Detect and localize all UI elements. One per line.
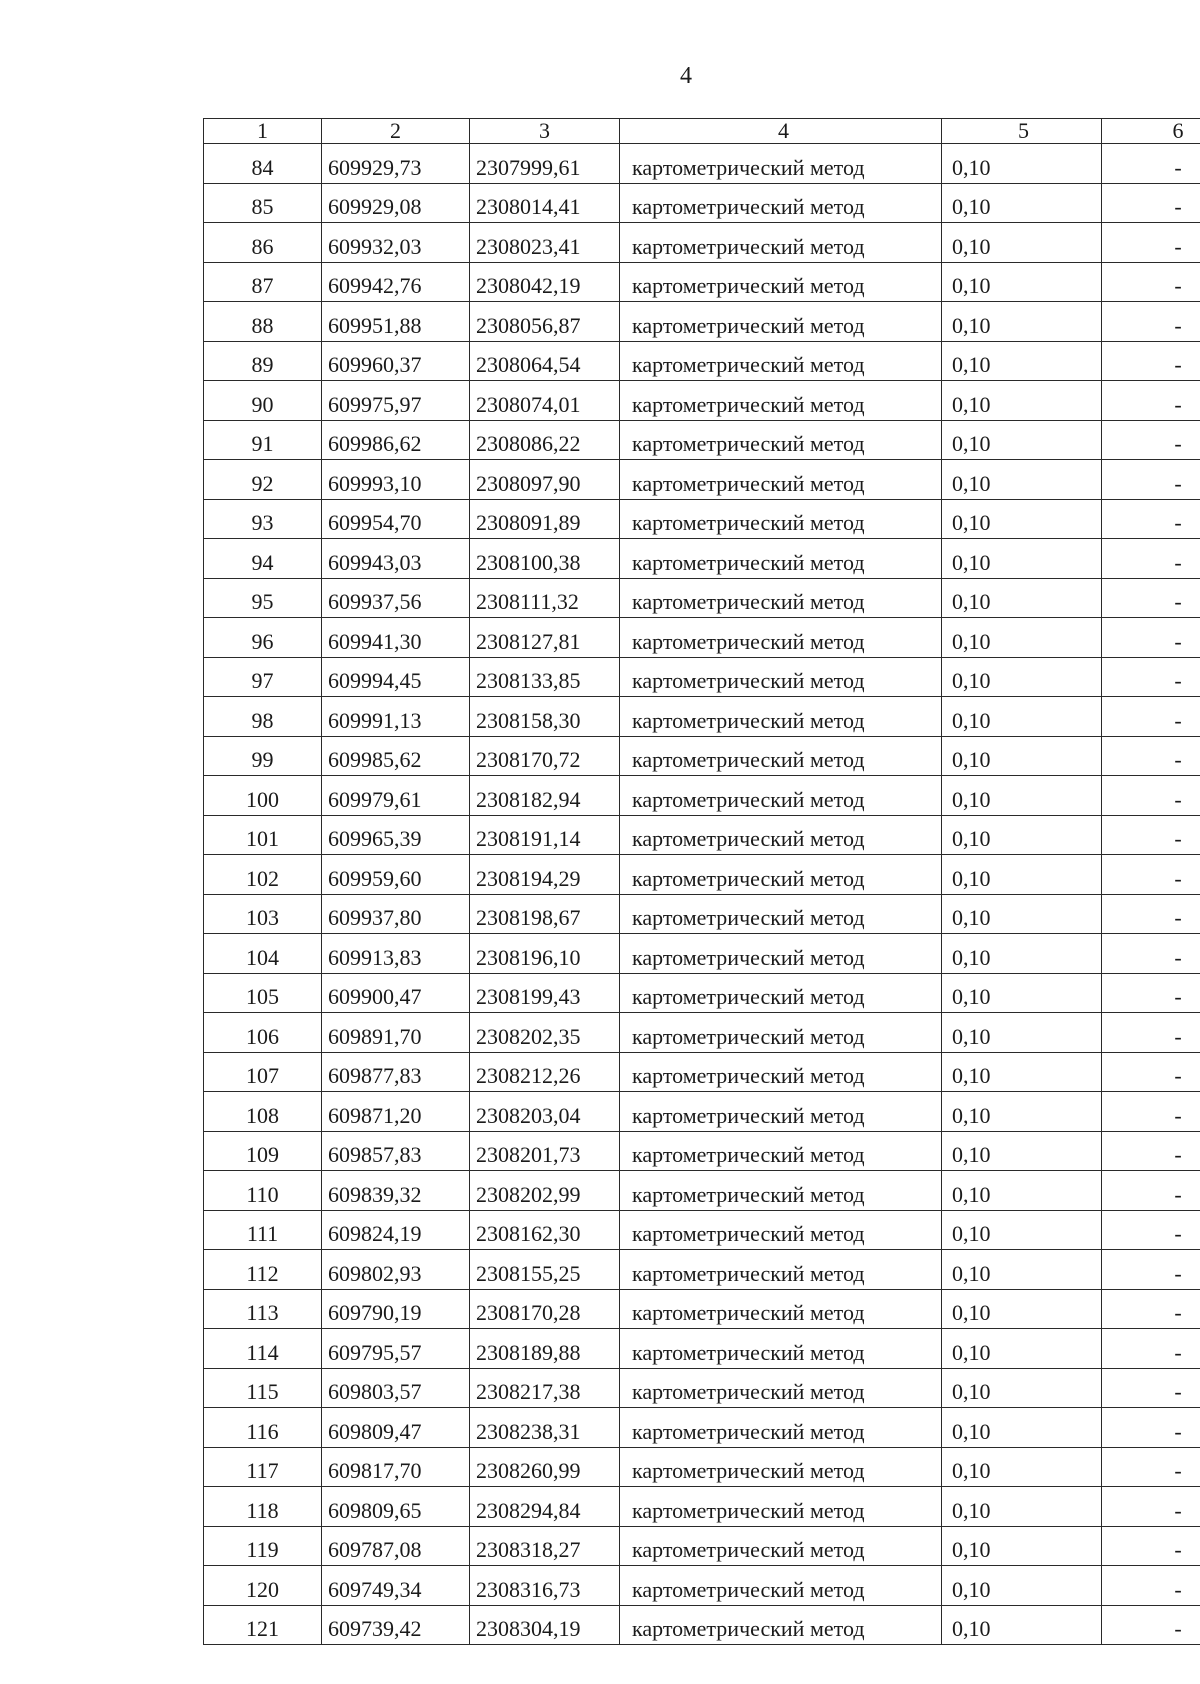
- note-cell: -: [1102, 1052, 1200, 1092]
- method-cell: картометрический метод: [620, 1171, 942, 1211]
- x-coordinate-cell: 609993,10: [322, 460, 470, 500]
- column-header: 4: [620, 119, 942, 144]
- y-coordinate-cell: 2308133,85: [470, 657, 620, 697]
- table-row: [204, 697, 1200, 737]
- note-cell: -: [1102, 1013, 1200, 1053]
- accuracy-cell: 0,10: [942, 302, 1102, 342]
- y-coordinate-cell: 2308318,27: [470, 1526, 620, 1566]
- y-coordinate-cell: 2308212,26: [470, 1052, 620, 1092]
- x-coordinate-cell: 609943,03: [322, 539, 470, 579]
- note-cell: -: [1102, 381, 1200, 421]
- column-header: 1: [204, 119, 322, 144]
- x-coordinate-cell: 609817,70: [322, 1447, 470, 1487]
- accuracy-cell: 0,10: [942, 381, 1102, 421]
- x-coordinate-cell: 609877,83: [322, 1052, 470, 1092]
- point-number-cell: 93: [204, 499, 322, 539]
- accuracy-cell: 0,10: [942, 420, 1102, 460]
- method-cell: картометрический метод: [620, 1566, 942, 1606]
- x-coordinate-cell: 609787,08: [322, 1526, 470, 1566]
- y-coordinate-cell: 2308238,31: [470, 1408, 620, 1448]
- accuracy-cell: 0,10: [942, 815, 1102, 855]
- method-cell: картометрический метод: [620, 736, 942, 776]
- y-coordinate-cell: 2308064,54: [470, 341, 620, 381]
- x-coordinate-cell: 609942,76: [322, 262, 470, 302]
- x-coordinate-cell: 609932,03: [322, 223, 470, 263]
- accuracy-cell: 0,10: [942, 1052, 1102, 1092]
- point-number-cell: 105: [204, 973, 322, 1013]
- table-row: [204, 1368, 1200, 1408]
- accuracy-cell: 0,10: [942, 1329, 1102, 1369]
- table-row: [204, 499, 1200, 539]
- note-cell: -: [1102, 657, 1200, 697]
- note-cell: -: [1102, 934, 1200, 974]
- y-coordinate-cell: 2308014,41: [470, 183, 620, 223]
- y-coordinate-cell: 2308202,99: [470, 1171, 620, 1211]
- point-number-cell: 97: [204, 657, 322, 697]
- accuracy-cell: 0,10: [942, 855, 1102, 895]
- table-row: [204, 262, 1200, 302]
- note-cell: -: [1102, 1171, 1200, 1211]
- note-cell: -: [1102, 1566, 1200, 1606]
- note-cell: -: [1102, 183, 1200, 223]
- column-header: 3: [470, 119, 620, 144]
- accuracy-cell: 0,10: [942, 1487, 1102, 1527]
- point-number-cell: 107: [204, 1052, 322, 1092]
- note-cell: -: [1102, 1250, 1200, 1290]
- point-number-cell: 89: [204, 341, 322, 381]
- y-coordinate-cell: 2308191,14: [470, 815, 620, 855]
- y-coordinate-cell: 2308217,38: [470, 1368, 620, 1408]
- table-row: [204, 1092, 1200, 1132]
- point-number-cell: 119: [204, 1526, 322, 1566]
- x-coordinate-cell: 609809,65: [322, 1487, 470, 1527]
- y-coordinate-cell: 2308170,72: [470, 736, 620, 776]
- point-number-cell: 102: [204, 855, 322, 895]
- method-cell: картометрический метод: [620, 1329, 942, 1369]
- method-cell: картометрический метод: [620, 934, 942, 974]
- x-coordinate-cell: 609900,47: [322, 973, 470, 1013]
- accuracy-cell: 0,10: [942, 499, 1102, 539]
- table-row: [204, 1487, 1200, 1527]
- method-cell: картометрический метод: [620, 894, 942, 934]
- method-cell: картометрический метод: [620, 1289, 942, 1329]
- method-cell: картометрический метод: [620, 618, 942, 658]
- table-row: [204, 776, 1200, 816]
- accuracy-cell: 0,10: [942, 144, 1102, 184]
- table-row: [204, 341, 1200, 381]
- x-coordinate-cell: 609749,34: [322, 1566, 470, 1606]
- y-coordinate-cell: 2308198,67: [470, 894, 620, 934]
- method-cell: картометрический метод: [620, 1013, 942, 1053]
- y-coordinate-cell: 2308023,41: [470, 223, 620, 263]
- note-cell: -: [1102, 736, 1200, 776]
- y-coordinate-cell: 2308042,19: [470, 262, 620, 302]
- x-coordinate-cell: 609965,39: [322, 815, 470, 855]
- note-cell: -: [1102, 1526, 1200, 1566]
- point-number-cell: 108: [204, 1092, 322, 1132]
- x-coordinate-cell: 609802,93: [322, 1250, 470, 1290]
- note-cell: -: [1102, 973, 1200, 1013]
- point-number-cell: 113: [204, 1289, 322, 1329]
- table-row: [204, 539, 1200, 579]
- note-cell: -: [1102, 1408, 1200, 1448]
- x-coordinate-cell: 609994,45: [322, 657, 470, 697]
- method-cell: картометрический метод: [620, 341, 942, 381]
- point-number-cell: 116: [204, 1408, 322, 1448]
- note-cell: -: [1102, 697, 1200, 737]
- accuracy-cell: 0,10: [942, 1566, 1102, 1606]
- coordinates-table: [203, 118, 1200, 1645]
- y-coordinate-cell: 2308100,38: [470, 539, 620, 579]
- accuracy-cell: 0,10: [942, 934, 1102, 974]
- accuracy-cell: 0,10: [942, 1092, 1102, 1132]
- y-coordinate-cell: 2308316,73: [470, 1566, 620, 1606]
- point-number-cell: 109: [204, 1131, 322, 1171]
- point-number-cell: 95: [204, 578, 322, 618]
- note-cell: -: [1102, 815, 1200, 855]
- method-cell: картометрический метод: [620, 1408, 942, 1448]
- y-coordinate-cell: 2308260,99: [470, 1447, 620, 1487]
- table-row: [204, 1250, 1200, 1290]
- y-coordinate-cell: 2308182,94: [470, 776, 620, 816]
- point-number-cell: 96: [204, 618, 322, 658]
- accuracy-cell: 0,10: [942, 578, 1102, 618]
- note-cell: -: [1102, 223, 1200, 263]
- table-row: [204, 578, 1200, 618]
- accuracy-cell: 0,10: [942, 736, 1102, 776]
- table-row: [204, 736, 1200, 776]
- table-row: [204, 144, 1200, 184]
- point-number-cell: 103: [204, 894, 322, 934]
- note-cell: -: [1102, 144, 1200, 184]
- note-cell: -: [1102, 1605, 1200, 1645]
- method-cell: картометрический метод: [620, 1092, 942, 1132]
- method-cell: картометрический метод: [620, 183, 942, 223]
- method-cell: картометрический метод: [620, 420, 942, 460]
- point-number-cell: 120: [204, 1566, 322, 1606]
- note-cell: -: [1102, 776, 1200, 816]
- accuracy-cell: 0,10: [942, 1171, 1102, 1211]
- x-coordinate-cell: 609824,19: [322, 1210, 470, 1250]
- note-cell: -: [1102, 1329, 1200, 1369]
- accuracy-cell: 0,10: [942, 460, 1102, 500]
- y-coordinate-cell: 2308155,25: [470, 1250, 620, 1290]
- x-coordinate-cell: 609954,70: [322, 499, 470, 539]
- method-cell: картометрический метод: [620, 815, 942, 855]
- table-row: [204, 657, 1200, 697]
- point-number-cell: 115: [204, 1368, 322, 1408]
- table-header-row: [204, 119, 1200, 144]
- x-coordinate-cell: 609937,80: [322, 894, 470, 934]
- note-cell: -: [1102, 1368, 1200, 1408]
- note-cell: -: [1102, 460, 1200, 500]
- note-cell: -: [1102, 1289, 1200, 1329]
- y-coordinate-cell: 2308127,81: [470, 618, 620, 658]
- method-cell: картометрический метод: [620, 223, 942, 263]
- y-coordinate-cell: 2308091,89: [470, 499, 620, 539]
- x-coordinate-cell: 609839,32: [322, 1171, 470, 1211]
- x-coordinate-cell: 609809,47: [322, 1408, 470, 1448]
- accuracy-cell: 0,10: [942, 776, 1102, 816]
- accuracy-cell: 0,10: [942, 657, 1102, 697]
- y-coordinate-cell: 2308201,73: [470, 1131, 620, 1171]
- note-cell: -: [1102, 302, 1200, 342]
- column-header: 6: [1102, 119, 1200, 144]
- point-number-cell: 118: [204, 1487, 322, 1527]
- point-number-cell: 94: [204, 539, 322, 579]
- note-cell: -: [1102, 539, 1200, 579]
- accuracy-cell: 0,10: [942, 1605, 1102, 1645]
- accuracy-cell: 0,10: [942, 618, 1102, 658]
- y-coordinate-cell: 2308294,84: [470, 1487, 620, 1527]
- table-row: [204, 1526, 1200, 1566]
- table-row: [204, 1210, 1200, 1250]
- x-coordinate-cell: 609929,08: [322, 183, 470, 223]
- point-number-cell: 91: [204, 420, 322, 460]
- table-row: [204, 1605, 1200, 1645]
- y-coordinate-cell: 2308111,32: [470, 578, 620, 618]
- method-cell: картометрический метод: [620, 144, 942, 184]
- accuracy-cell: 0,10: [942, 1289, 1102, 1329]
- y-coordinate-cell: 2308304,19: [470, 1605, 620, 1645]
- point-number-cell: 111: [204, 1210, 322, 1250]
- point-number-cell: 99: [204, 736, 322, 776]
- point-number-cell: 88: [204, 302, 322, 342]
- y-coordinate-cell: 2308170,28: [470, 1289, 620, 1329]
- method-cell: картометрический метод: [620, 1368, 942, 1408]
- note-cell: -: [1102, 894, 1200, 934]
- method-cell: картометрический метод: [620, 657, 942, 697]
- y-coordinate-cell: 2308199,43: [470, 973, 620, 1013]
- point-number-cell: 114: [204, 1329, 322, 1369]
- method-cell: картометрический метод: [620, 697, 942, 737]
- table-row: [204, 223, 1200, 263]
- point-number-cell: 117: [204, 1447, 322, 1487]
- table-row: [204, 1408, 1200, 1448]
- accuracy-cell: 0,10: [942, 1013, 1102, 1053]
- point-number-cell: 106: [204, 1013, 322, 1053]
- point-number-cell: 121: [204, 1605, 322, 1645]
- table-row: [204, 1447, 1200, 1487]
- x-coordinate-cell: 609979,61: [322, 776, 470, 816]
- method-cell: картометрический метод: [620, 262, 942, 302]
- point-number-cell: 86: [204, 223, 322, 263]
- y-coordinate-cell: 2308202,35: [470, 1013, 620, 1053]
- method-cell: картометрический метод: [620, 578, 942, 618]
- x-coordinate-cell: 609891,70: [322, 1013, 470, 1053]
- x-coordinate-cell: 609960,37: [322, 341, 470, 381]
- accuracy-cell: 0,10: [942, 262, 1102, 302]
- table-row: [204, 1566, 1200, 1606]
- x-coordinate-cell: 609803,57: [322, 1368, 470, 1408]
- point-number-cell: 112: [204, 1250, 322, 1290]
- table-row: [204, 420, 1200, 460]
- y-coordinate-cell: 2307999,61: [470, 144, 620, 184]
- table-row: [204, 302, 1200, 342]
- method-cell: картометрический метод: [620, 499, 942, 539]
- method-cell: картометрический метод: [620, 973, 942, 1013]
- point-number-cell: 110: [204, 1171, 322, 1211]
- accuracy-cell: 0,10: [942, 1408, 1102, 1448]
- note-cell: -: [1102, 1131, 1200, 1171]
- y-coordinate-cell: 2308056,87: [470, 302, 620, 342]
- y-coordinate-cell: 2308074,01: [470, 381, 620, 421]
- accuracy-cell: 0,10: [942, 223, 1102, 263]
- method-cell: картометрический метод: [620, 1210, 942, 1250]
- y-coordinate-cell: 2308158,30: [470, 697, 620, 737]
- table-row: [204, 183, 1200, 223]
- table-row: [204, 815, 1200, 855]
- y-coordinate-cell: 2308162,30: [470, 1210, 620, 1250]
- x-coordinate-cell: 609929,73: [322, 144, 470, 184]
- method-cell: картометрический метод: [620, 302, 942, 342]
- note-cell: -: [1102, 420, 1200, 460]
- y-coordinate-cell: 2308196,10: [470, 934, 620, 974]
- accuracy-cell: 0,10: [942, 183, 1102, 223]
- accuracy-cell: 0,10: [942, 1368, 1102, 1408]
- method-cell: картометрический метод: [620, 381, 942, 421]
- table-row: [204, 894, 1200, 934]
- accuracy-cell: 0,10: [942, 539, 1102, 579]
- x-coordinate-cell: 609857,83: [322, 1131, 470, 1171]
- x-coordinate-cell: 609795,57: [322, 1329, 470, 1369]
- note-cell: -: [1102, 578, 1200, 618]
- point-number-cell: 85: [204, 183, 322, 223]
- table-row: [204, 1131, 1200, 1171]
- point-number-cell: 92: [204, 460, 322, 500]
- method-cell: картометрический метод: [620, 539, 942, 579]
- note-cell: -: [1102, 855, 1200, 895]
- method-cell: картометрический метод: [620, 776, 942, 816]
- table-row: [204, 1329, 1200, 1369]
- table-row: [204, 460, 1200, 500]
- point-number-cell: 98: [204, 697, 322, 737]
- point-number-cell: 90: [204, 381, 322, 421]
- note-cell: -: [1102, 341, 1200, 381]
- table-row: [204, 381, 1200, 421]
- y-coordinate-cell: 2308097,90: [470, 460, 620, 500]
- x-coordinate-cell: 609871,20: [322, 1092, 470, 1132]
- note-cell: -: [1102, 618, 1200, 658]
- note-cell: -: [1102, 262, 1200, 302]
- x-coordinate-cell: 609991,13: [322, 697, 470, 737]
- accuracy-cell: 0,10: [942, 1250, 1102, 1290]
- accuracy-cell: 0,10: [942, 1210, 1102, 1250]
- y-coordinate-cell: 2308194,29: [470, 855, 620, 895]
- point-number-cell: 100: [204, 776, 322, 816]
- note-cell: -: [1102, 1092, 1200, 1132]
- point-number-cell: 84: [204, 144, 322, 184]
- table-row: [204, 618, 1200, 658]
- column-header: 2: [322, 119, 470, 144]
- x-coordinate-cell: 609913,83: [322, 934, 470, 974]
- x-coordinate-cell: 609941,30: [322, 618, 470, 658]
- table-row: [204, 1013, 1200, 1053]
- table-row: [204, 934, 1200, 974]
- accuracy-cell: 0,10: [942, 341, 1102, 381]
- x-coordinate-cell: 609959,60: [322, 855, 470, 895]
- x-coordinate-cell: 609986,62: [322, 420, 470, 460]
- y-coordinate-cell: 2308086,22: [470, 420, 620, 460]
- method-cell: картометрический метод: [620, 1250, 942, 1290]
- table-row: [204, 1171, 1200, 1211]
- point-number-cell: 104: [204, 934, 322, 974]
- accuracy-cell: 0,10: [942, 973, 1102, 1013]
- method-cell: картометрический метод: [620, 1447, 942, 1487]
- column-header: 5: [942, 119, 1102, 144]
- note-cell: -: [1102, 1210, 1200, 1250]
- table-row: [204, 973, 1200, 1013]
- method-cell: картометрический метод: [620, 1526, 942, 1566]
- point-number-cell: 87: [204, 262, 322, 302]
- method-cell: картометрический метод: [620, 1605, 942, 1645]
- method-cell: картометрический метод: [620, 460, 942, 500]
- method-cell: картометрический метод: [620, 1052, 942, 1092]
- method-cell: картометрический метод: [620, 1131, 942, 1171]
- x-coordinate-cell: 609937,56: [322, 578, 470, 618]
- x-coordinate-cell: 609739,42: [322, 1605, 470, 1645]
- x-coordinate-cell: 609790,19: [322, 1289, 470, 1329]
- note-cell: -: [1102, 1447, 1200, 1487]
- table-row: [204, 1289, 1200, 1329]
- note-cell: -: [1102, 1487, 1200, 1527]
- x-coordinate-cell: 609951,88: [322, 302, 470, 342]
- table-body: [204, 119, 1200, 1645]
- accuracy-cell: 0,10: [942, 697, 1102, 737]
- x-coordinate-cell: 609985,62: [322, 736, 470, 776]
- x-coordinate-cell: 609975,97: [322, 381, 470, 421]
- method-cell: картометрический метод: [620, 855, 942, 895]
- method-cell: картометрический метод: [620, 1487, 942, 1527]
- y-coordinate-cell: 2308189,88: [470, 1329, 620, 1369]
- note-cell: -: [1102, 499, 1200, 539]
- accuracy-cell: 0,10: [942, 1526, 1102, 1566]
- point-number-cell: 101: [204, 815, 322, 855]
- page-number: 4: [680, 63, 692, 89]
- y-coordinate-cell: 2308203,04: [470, 1092, 620, 1132]
- table-row: [204, 855, 1200, 895]
- accuracy-cell: 0,10: [942, 894, 1102, 934]
- accuracy-cell: 0,10: [942, 1131, 1102, 1171]
- table-row: [204, 1052, 1200, 1092]
- accuracy-cell: 0,10: [942, 1447, 1102, 1487]
